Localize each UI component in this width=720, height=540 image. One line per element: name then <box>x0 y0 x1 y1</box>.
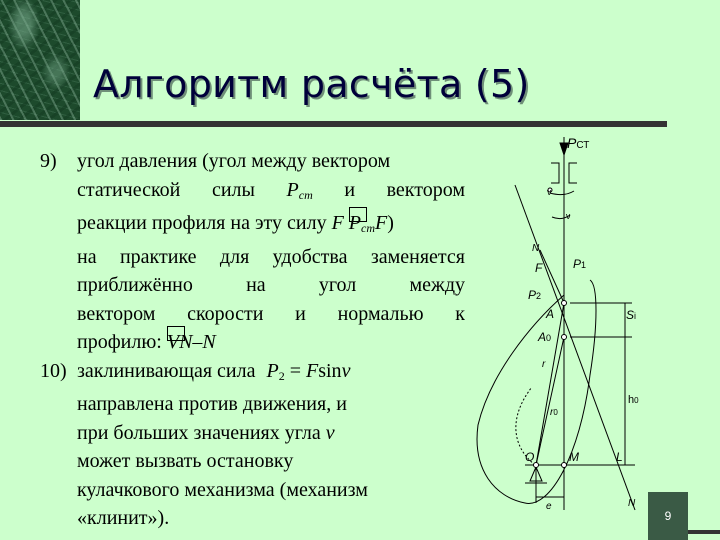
guide-right <box>569 163 577 183</box>
list-item-10 <box>40 357 465 533</box>
slide-body <box>40 147 465 533</box>
item9-line2b: и вектором <box>344 178 466 201</box>
pct-label: PСТ <box>567 135 590 151</box>
formula-pct: $P_{ст}$ <box>286 178 313 202</box>
item10-line5: кулачкового механизма (механизм <box>77 478 368 501</box>
nu-small-label: ν <box>566 211 571 221</box>
item10-line1-text: заклинивающая сила <box>77 359 256 382</box>
item9-line3 <box>77 209 465 243</box>
item9-line7-text: профилю: <box>77 331 162 353</box>
nu-top-label: ν <box>547 187 552 197</box>
point-a0 <box>562 335 567 340</box>
item9-line3-text: реакции профиля на эту силу <box>77 212 327 234</box>
item10-line3-text: при больших значениях угла <box>77 421 321 444</box>
slide-title: Алгоритм расчёта (5) <box>93 62 530 106</box>
r-label: r <box>542 359 546 370</box>
radius-r0 <box>536 337 564 465</box>
nu-symbol: ν <box>325 421 335 444</box>
formula-vn-box: VN–N <box>167 328 216 357</box>
item-number: 9) <box>40 150 57 172</box>
item-number: 10) <box>40 359 67 382</box>
m-label: M <box>569 450 579 464</box>
page-number: 9 <box>648 492 688 540</box>
item10-line6: «клинит»). <box>77 507 170 529</box>
a0-label: A0 <box>538 330 552 344</box>
item9-line4: на практике для удобства заменяется <box>77 245 465 268</box>
l-label: L <box>616 450 623 464</box>
formula-nu-box: $P_{ст}F$ <box>349 209 387 243</box>
h0-label: h0 <box>628 394 639 406</box>
item9-line1: угол давления (угол между вектором <box>77 150 391 172</box>
point-a <box>562 301 567 306</box>
item10-line3 <box>77 419 465 448</box>
item9-line2 <box>77 176 465 210</box>
paren-close: ) <box>387 212 394 234</box>
o-label: O <box>525 450 535 464</box>
f-label: F <box>535 261 543 275</box>
cam-profile <box>477 280 596 503</box>
guide-left <box>551 163 559 183</box>
item10-line2: направлена против движения, и <box>77 393 347 415</box>
n-top-label: N <box>532 243 540 254</box>
radius-r <box>536 303 564 465</box>
formula-f: F <box>331 212 344 234</box>
formula-p2: $P_2 = Fsin\nu$ <box>266 359 351 383</box>
si-label: Si <box>626 308 637 322</box>
point-m <box>562 463 567 468</box>
e-label: e <box>546 501 552 512</box>
angle-arc-top <box>550 191 574 195</box>
formula-placeholder-frame <box>167 326 185 341</box>
r0-label: r0 <box>550 407 558 418</box>
item9-line7 <box>77 328 465 357</box>
p1-label: P1 <box>573 257 587 271</box>
item10-line1 <box>77 357 465 391</box>
item9-line6: вектором скорости и нормалью к <box>77 302 465 325</box>
a-label: A <box>546 307 555 321</box>
item9-line5: приближённо на угол между <box>77 274 465 296</box>
cam-mechanism-diagram <box>470 125 650 535</box>
formula-placeholder-frame <box>349 207 367 222</box>
force-line <box>540 250 565 305</box>
marble-decoration <box>0 0 80 120</box>
n-bottom-label: N <box>628 498 636 509</box>
item10-line4: может вызвать остановку <box>77 450 294 472</box>
p2-label: P2 <box>528 288 542 302</box>
list-item-9 <box>40 147 465 357</box>
item9-line2a: статической силы <box>77 178 255 201</box>
